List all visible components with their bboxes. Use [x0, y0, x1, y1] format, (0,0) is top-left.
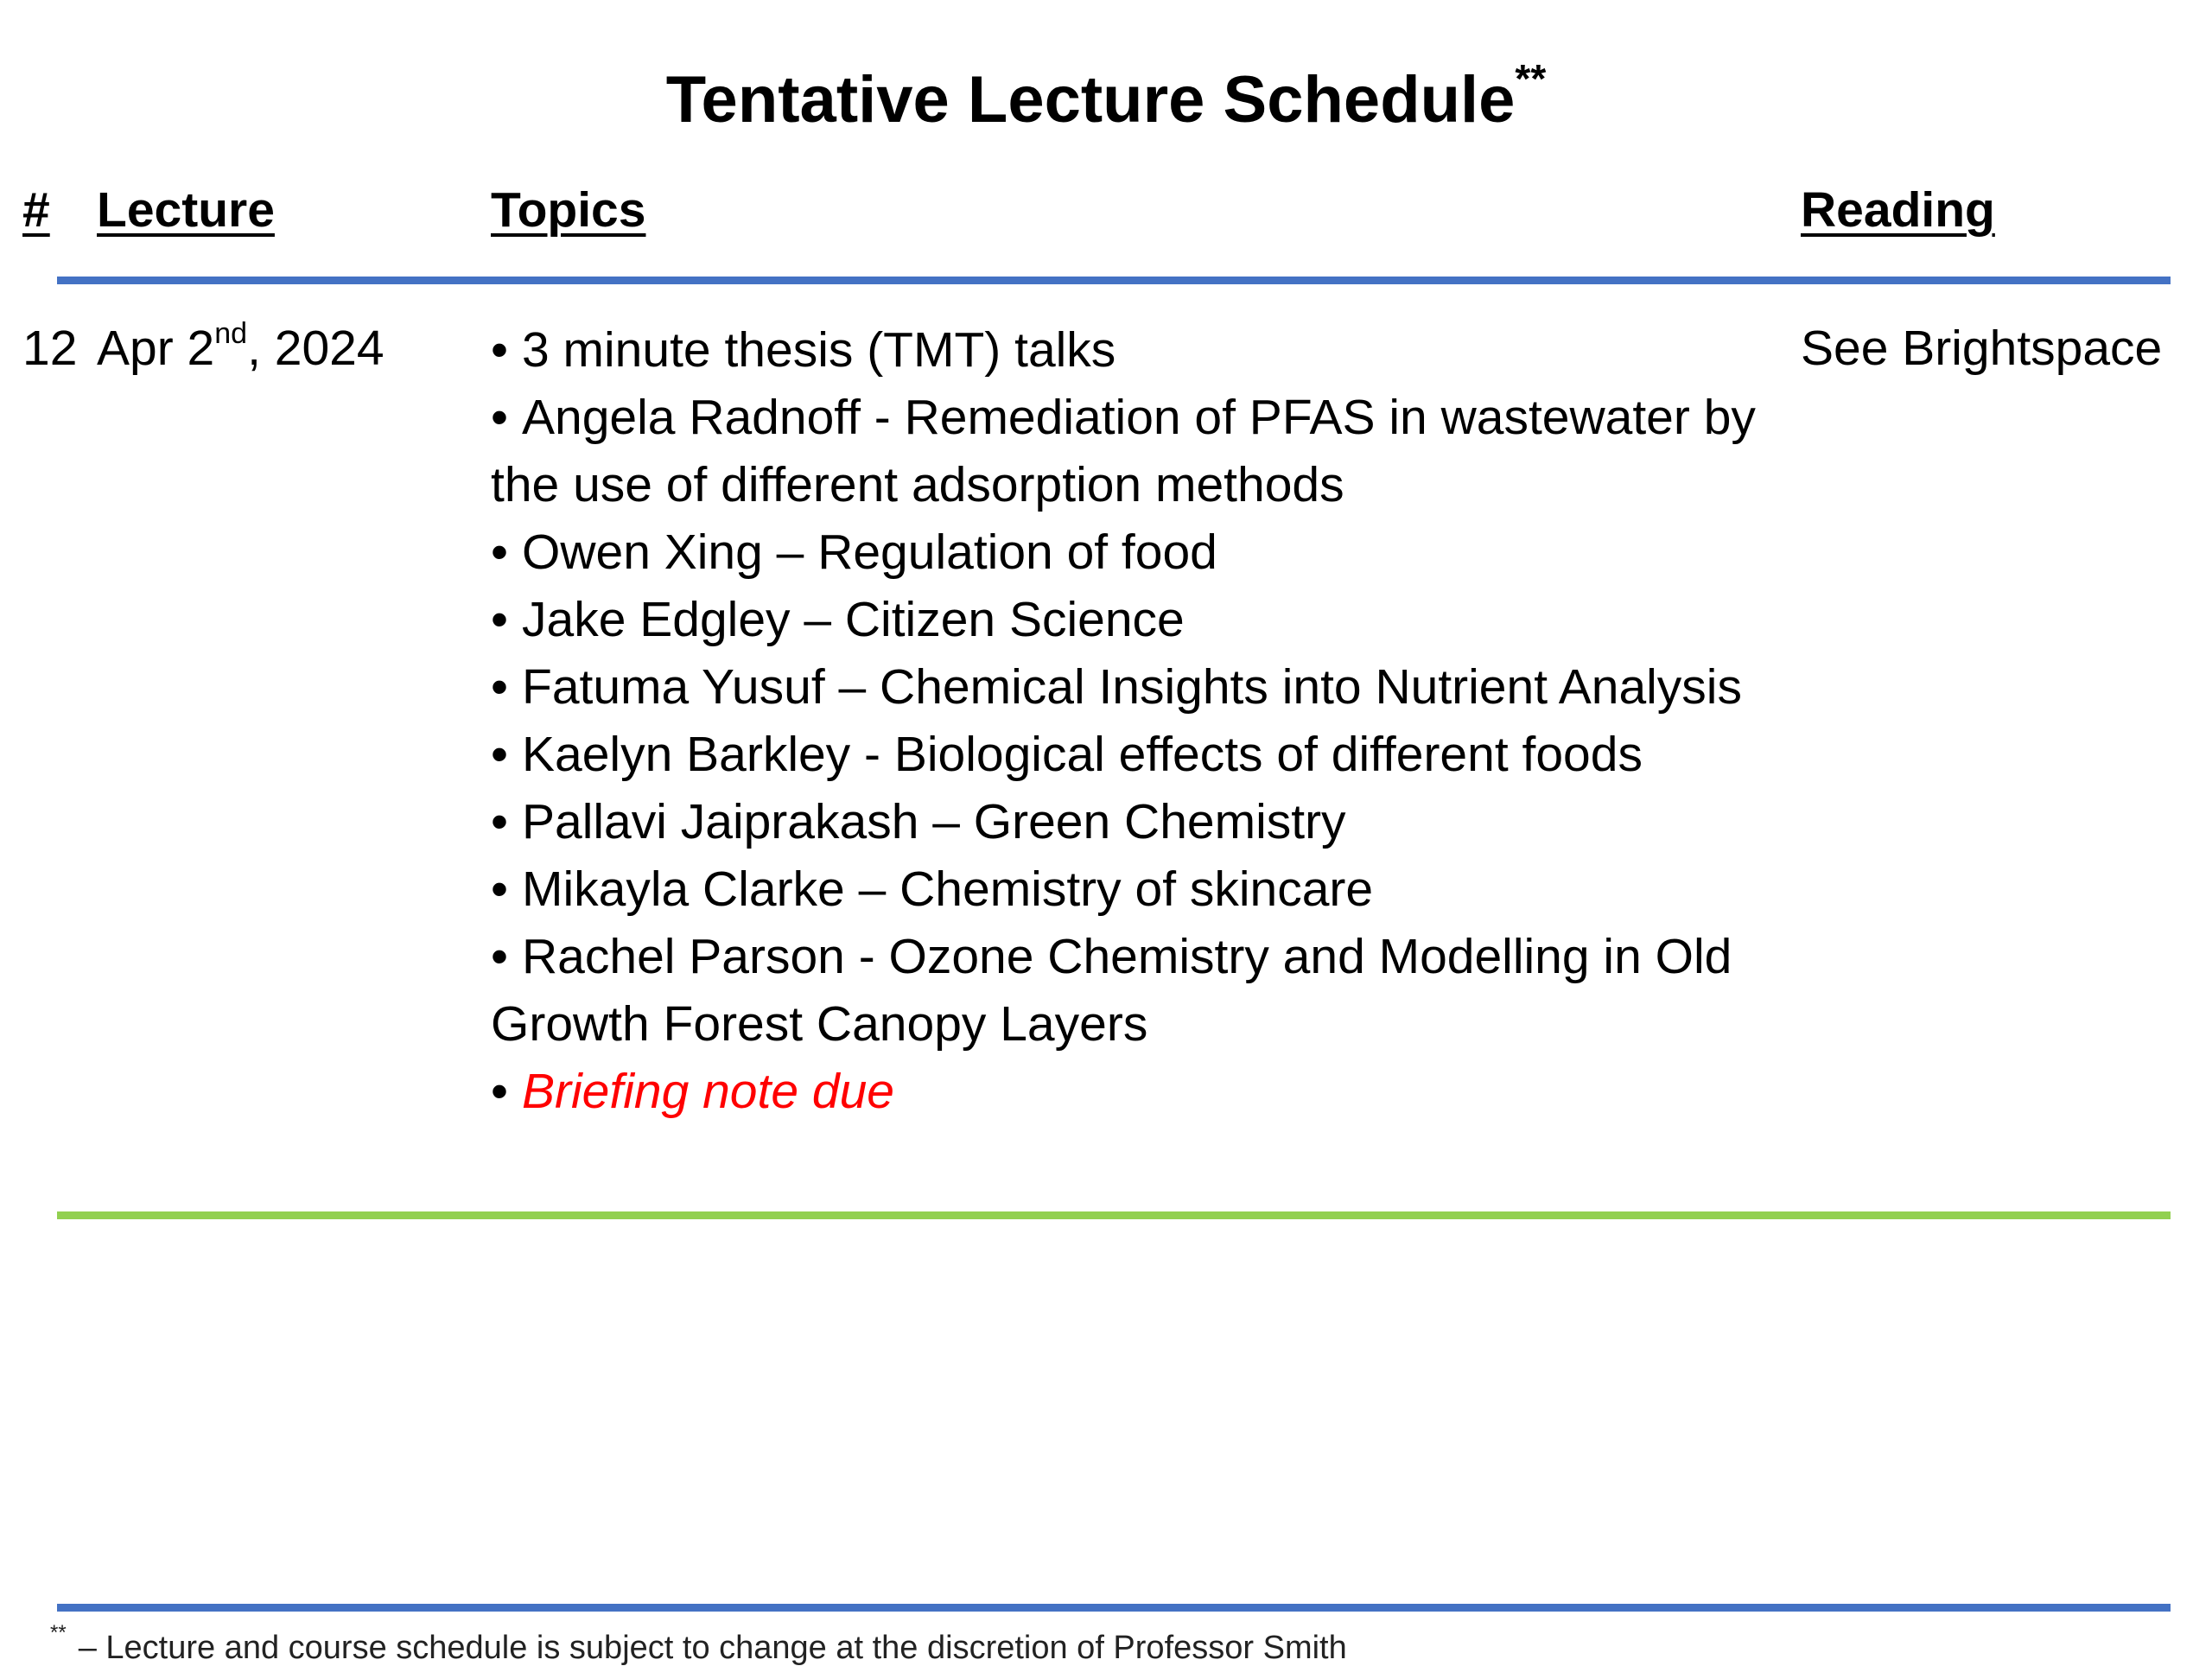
title-footnote-marker: **: [1515, 56, 1547, 101]
bullet-icon: •: [491, 525, 508, 580]
topic-item: [491, 518, 1770, 586]
column-header-lecture: Lecture: [97, 182, 275, 238]
topic-text: Rachel Parson - Ozone Chemistry and Modelling in Old Growth Forest Canopy Layers: [491, 929, 1732, 1052]
bullet-icon: •: [491, 390, 508, 445]
lecture-number: 12: [22, 321, 78, 376]
column-header-reading: Reading: [1801, 182, 1995, 238]
lecture-date-suffix: , 2024: [247, 321, 385, 376]
bullet-icon: •: [491, 592, 508, 647]
bullet-icon: •: [491, 1064, 508, 1119]
footnote-text: – Lecture and course schedule is subject to change at the discretion of Professor Smith: [78, 1630, 1347, 1666]
bullet-icon: •: [491, 727, 508, 782]
topic-item: [491, 653, 1770, 721]
topic-item: [491, 923, 1770, 1058]
topic-item: [491, 384, 1770, 518]
lecture-date-ordinal: nd: [214, 317, 248, 350]
topic-text: Angela Radnoff - Remediation of PFAS in wastewater by the use of different adsorption methods: [491, 390, 1756, 512]
footnote: [50, 1621, 1347, 1666]
bullet-icon: •: [491, 322, 508, 378]
topic-text: Jake Edgley – Citizen Science: [522, 592, 1185, 647]
reading-cell: See Brightspace: [1801, 321, 2163, 376]
topics-list: [491, 316, 1770, 1125]
lecture-date-prefix: Apr 2: [97, 321, 215, 376]
lecture-date: [97, 317, 385, 376]
bullet-icon: •: [491, 929, 508, 984]
slide-title-text: Tentative Lecture Schedule: [665, 63, 1516, 137]
slide-title: [0, 56, 2212, 137]
topic-item: [491, 586, 1770, 653]
topic-item: [491, 855, 1770, 923]
column-header-number: #: [22, 182, 50, 238]
topic-text: Kaelyn Barkley - Biological effects of different foods: [522, 727, 1643, 782]
topic-text: Fatuma Yusuf – Chemical Insights into Nutrient Analysis: [522, 659, 1742, 715]
footnote-marker: **: [50, 1621, 67, 1644]
bullet-icon: •: [491, 659, 508, 715]
topic-item: [491, 721, 1770, 788]
column-header-topics: Topics: [491, 182, 646, 238]
footer-divider: [57, 1604, 2171, 1612]
topic-item: [491, 788, 1770, 855]
topic-item: [491, 316, 1770, 384]
topic-text: Owen Xing – Regulation of food: [522, 525, 1217, 580]
header-divider: [57, 277, 2171, 284]
bullet-icon: •: [491, 862, 508, 917]
briefing-note-due: Briefing note due: [522, 1064, 894, 1119]
bullet-icon: •: [491, 794, 508, 849]
topic-text: Pallavi Jaiprakash – Green Chemistry: [522, 794, 1346, 849]
topic-item-highlight: [491, 1058, 1770, 1125]
topic-text: 3 minute thesis (TMT) talks: [522, 322, 1116, 378]
topic-text: Mikayla Clarke – Chemistry of skincare: [522, 862, 1374, 917]
row-divider: [57, 1211, 2171, 1219]
